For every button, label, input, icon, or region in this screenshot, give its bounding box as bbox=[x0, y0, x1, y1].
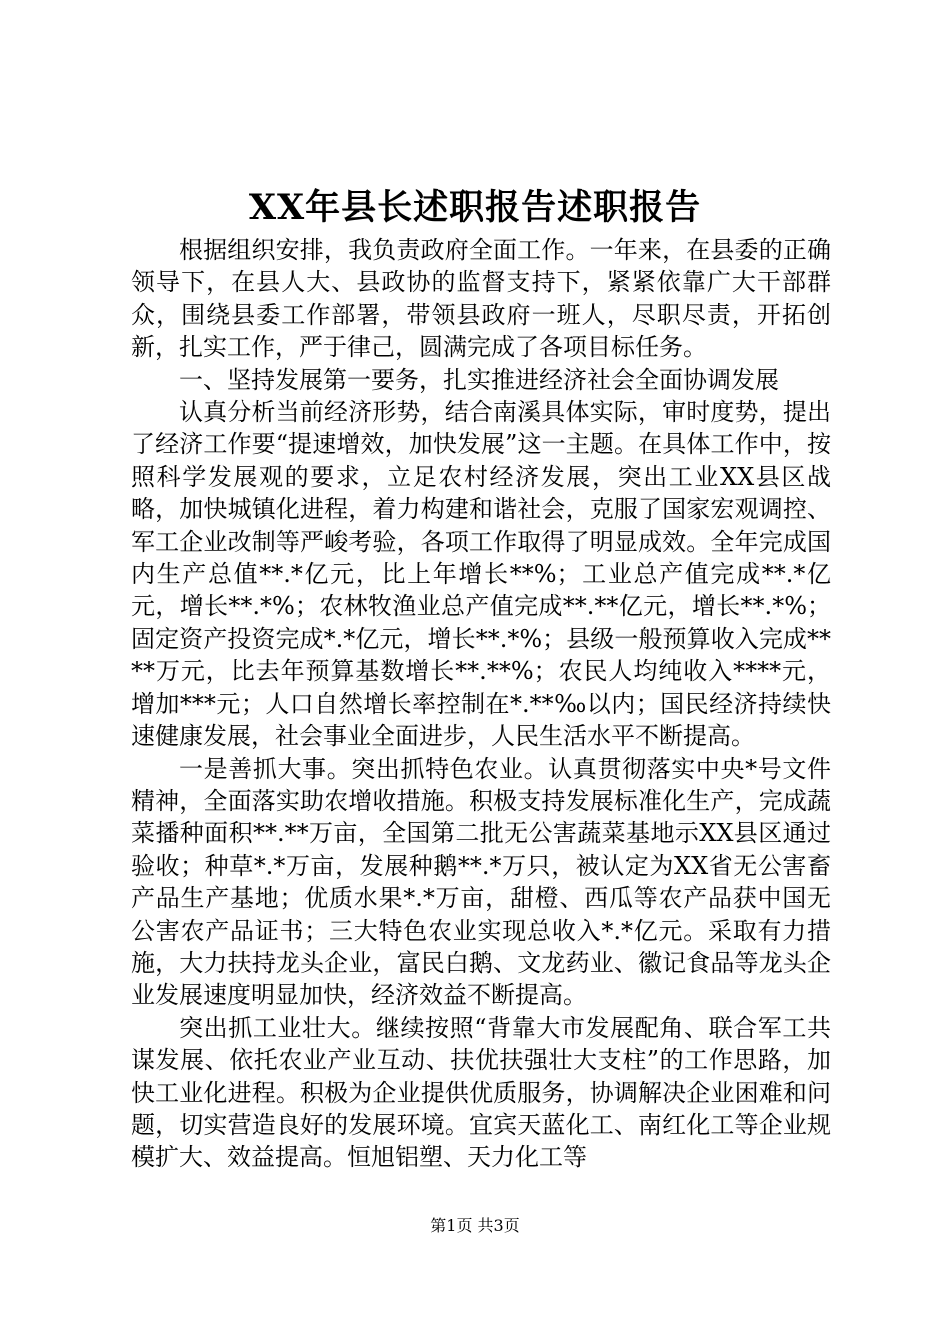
paragraph-economy-summary: 认真分析当前经济形势，结合南溪具体实际，审时度势，提出了经济工作要“提速增效，加快发展”这一主题。在具体工作中，按照科学发展观的要求，立足农村经济发展，突出工业XX县区战略，加快城镇化进程，着力构建和谐社会，克服了国家宏观调控、军工企业改制等严峻考验，各项工作取得了明显成效。全年完成国内生产总值**.*亿元，比上年增长**%；工业总产值完成**.*亿元，增长**.*%；农林牧渔业总产值完成**.**亿元，增长**.*%；固定资产投资完成*.*亿元，增长**.*%；县级一般预算收入完成****万元，比去年预算基数增长**.**%；农民人均纯收入****元，增加***元；人口自然增长率控制在*.**‰以内；国民经济持续快速健康发展，社会事业全面进步，人民生活水平不断提高。 bbox=[131, 398, 831, 751]
page-number-footer: 第1页 共3页 bbox=[430, 1216, 520, 1235]
paragraph-section-heading: 一、坚持发展第一要务，扎实推进经济社会全面协调发展 bbox=[179, 365, 779, 394]
paragraph-industry: 突出抓工业壮大。继续按照“背靠大市发展配角、联合军工共谋发展、依托农业产业互动、扶优扶强壮大支柱”的工作思路，加快工业化进程。积极为企业提供优质服务，协调解决企业困难和问题，切实营造良好的发展环境。宜宾天蓝化工、南红化工等企业规模扩大、效益提高。恒旭铝塑、天力化工等 bbox=[131, 1013, 831, 1172]
document-title: XX年县长述职报告述职报告 bbox=[248, 187, 702, 228]
paragraph-intro: 根据组织安排，我负责政府全面工作。一年来，在县委的正确领导下，在县人大、县政协的监督支持下，紧紧依靠广大干部群众，围绕县委工作部署，带领县政府一班人，尽职尽责，开拓创新，扎实工作，严于律己，圆满完成了各项目标任务。 bbox=[131, 236, 831, 362]
document-body bbox=[131, 234, 831, 1174]
paragraph-agriculture: 一是善抓大事。突出抓特色农业。认真贯彻落实中央*号文件精神，全面落实助农增收措施。积极支持发展标准化生产，完成蔬菜播种面积**.**万亩，全国第二批无公害蔬菜基地示XX县区通过验收；种草*.*万亩，发展种鹅**.*万只，被认定为XX省无公害畜产品生产基地；优质水果*.*万亩，甜橙、西瓜等农产品获中国无公害农产品证书；三大特色农业实现总收入*.*亿元。采取有力措施，大力扶持龙头企业，富民白鹅、文龙药业、徽记食品等龙头企业发展速度明显加快，经济效益不断提高。 bbox=[131, 754, 831, 1010]
